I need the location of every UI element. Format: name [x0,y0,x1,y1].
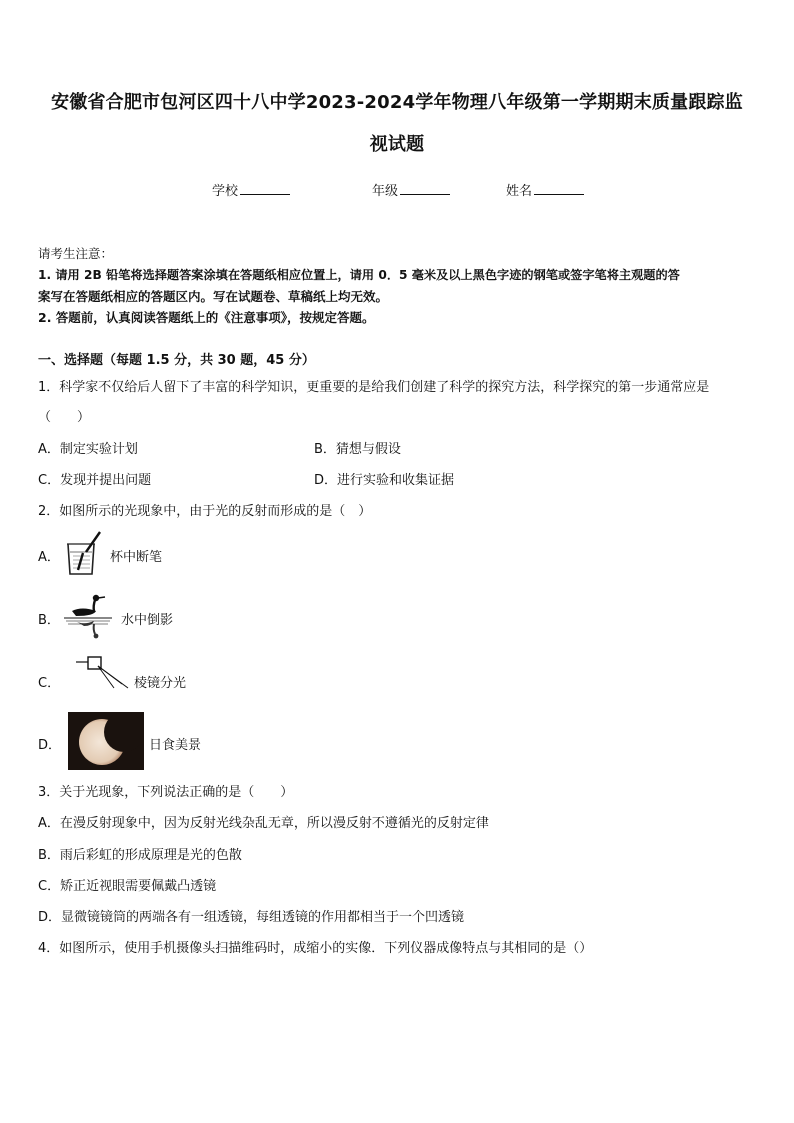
q3-option-a[interactable]: A．在漫反射现象中，因为反射光线杂乱无章，所以漫反射不遵循光的反射定律 [38,816,489,831]
q1-option-c[interactable]: C．发现并提出问题 [38,473,152,488]
q3-option-c[interactable]: C．矫正近视眼需要佩戴凸透镜 [38,879,217,894]
q1-option-a[interactable]: A．制定实验计划 [38,442,138,457]
q3-option-b[interactable]: B．雨后彩虹的形成原理是光的色散 [38,848,242,863]
grade-field[interactable] [372,180,450,199]
q2-option-d-letter[interactable]: D． [38,738,62,753]
q3-option-d[interactable]: D．显微镜镜筒的两端各有一组透镜，每组透镜的作用都相当于一个凹透镜 [38,910,465,925]
grade-blank[interactable] [400,182,450,195]
solar-eclipse-icon [68,712,144,770]
notice-heading: 请考生注意： [38,246,114,261]
school-field[interactable] [212,180,290,199]
q2-option-b-text: 水中倒影 [121,613,174,628]
notice-item1-line1: 1. 请用 2B 铅笔将选择题答案涂填在答题纸相应位置上，请用 0．5 毫米及以上黑色字迹的钢笔或签字笔将主观题的答 [38,268,680,282]
q3-stem: 3．关于光现象，下列说法正确的是（ ） [38,785,294,800]
student-info-fields [0,180,794,200]
prism-icon [74,654,130,694]
notice-item1-line2: 案写在答题纸相应的答题区内。写在试题卷、草稿纸上均无效。 [38,289,389,304]
grade-label: 年级 [372,184,399,199]
q1-stem-line2: （ ） [38,410,91,425]
q2-option-b-letter[interactable]: B． [38,613,60,628]
q2-option-a-text: 杯中断笔 [110,550,163,565]
notice-item2: 2. 答题前，认真阅读答题纸上的《注意事项》，按规定答题。 [38,310,375,325]
exam-title-line1: 安徽省合肥市包河区四十八中学2023-2024学年物理八年级第一学期期末质量跟踪监 [51,92,743,113]
name-blank[interactable] [534,182,584,195]
q2-option-d-text: 日食美景 [149,738,202,753]
q2-stem: 2．如图所示的光现象中，由于光的反射而形成的是（ ） [38,504,372,519]
q2-option-c-letter[interactable]: C． [38,676,61,691]
school-blank[interactable] [240,182,290,195]
school-label: 学校 [212,184,239,199]
cup-pencil-icon [64,530,104,578]
name-field[interactable] [506,180,584,199]
section-heading: 一、选择题（每题 1.5 分，共 30 题，45 分） [38,353,315,368]
name-label: 姓名 [506,184,533,199]
q1-option-b[interactable]: B．猜想与假设 [314,442,401,457]
duck-reflection-icon [60,592,116,640]
q1-stem-line1: 1．科学家不仅给后人留下了丰富的科学知识，更重要的是给我们创建了科学的探究方法，科学探究的第一步通常应是 [38,380,710,395]
q2-option-a-letter[interactable]: A． [38,550,60,565]
q2-option-c-text: 棱镜分光 [134,676,187,691]
q1-option-d[interactable]: D．进行实验和收集证据 [314,473,455,488]
q4-stem: 4．如图所示，使用手机摄像头扫描维码时，成缩小的实像．下列仪器成像特点与其相同的是（） [38,941,593,956]
exam-title-line2: 视试题 [369,134,425,155]
